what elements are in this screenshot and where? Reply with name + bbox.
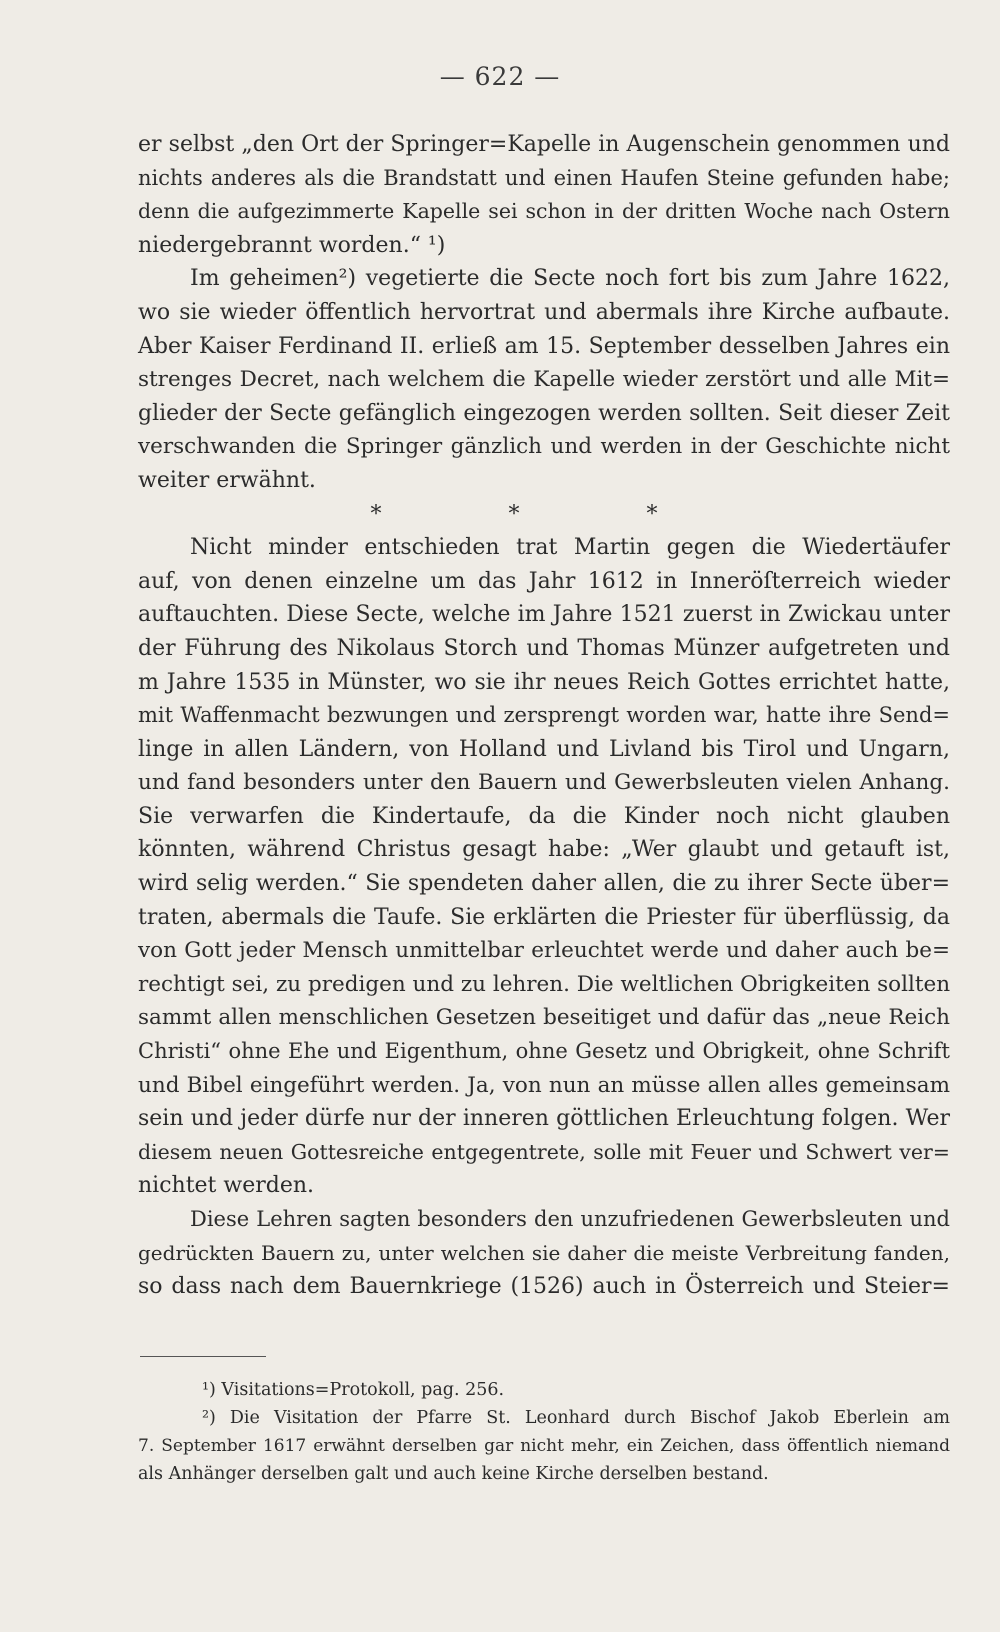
- footnote-line: 7. September 1617 erwähnt derselben gar nicht mehr, ein Zeichen, dass öffentlich niemand: [138, 1436, 950, 1456]
- text-line: traten, abermals die Taufe. Sie erklärten die Priester für überflüssig, da: [138, 904, 950, 930]
- text-line: Sie verwarfen die Kindertaufe, da die Kinder noch nicht glauben: [138, 803, 950, 829]
- text-line: und fand besonders unter den Bauern und Gewerbsleuten vielen Anhang.: [138, 770, 950, 796]
- text-line: Christi“ ohne Ehe und Eigenthum, ohne Gesetz und Obrigkeit, ohne Schrift: [138, 1039, 950, 1064]
- footnotes: [138, 1376, 950, 1488]
- text-line: auf, von denen einzelne um das Jahr 1612 in Inneröſterreich wieder: [138, 568, 950, 594]
- text-line: m Jahre 1535 in Münster, wo sie ihr neues Reich Gottes errichtet hatte,: [138, 669, 950, 695]
- text-line: strenges Decret, nach welchem die Kapelle wieder zerstört und alle Mit=: [138, 367, 950, 393]
- text-line: Aber Kaiser Ferdinand II. erließ am 15. September desselben Jahres ein: [138, 333, 950, 359]
- text-line: gedrückten Bauern zu, unter welchen sie daher die meiste Verbreitung fanden,: [138, 1240, 950, 1265]
- text-line: und Bibel eingeführt werden. Ja, von nun an müsse allen alles gemeinsam: [138, 1072, 950, 1098]
- text-line: könnten, während Christus gesagt habe: „Wer glaubt und getauft ist,: [138, 837, 950, 863]
- text-line: diesem neuen Gottesreiche entgegentrete, solle mit Feuer und Schwert ver=: [138, 1139, 950, 1164]
- text-line: sein und jeder dürfe nur der inneren göttlichen Erleuchtung folgen. Wer: [138, 1106, 950, 1132]
- text-line: nichtet werden.: [138, 1173, 315, 1199]
- text-line: Nicht minder entschieden trat Martin gegen die Wiedertäufer: [190, 535, 950, 561]
- text-line: denn die aufgezimmerte Kapelle sei schon in der dritten Woche nach Ostern: [138, 199, 950, 224]
- footnote-line: ¹) Visitations=Protokoll, pag. 256.: [202, 1380, 505, 1400]
- text-line: Im geheimen²) vegetierte die Secte noch fort bis zum Jahre 1622,: [190, 266, 950, 292]
- text-line: verschwanden die Springer gänzlich und werden in der Geschichte nicht: [138, 434, 950, 460]
- text-line: er selbst „den Ort der Springer=Kapelle in Augenschein genommen und: [138, 132, 950, 157]
- text-line: glieder der Secte gefänglich eingezogen werden sollten. Seit dieser Zeit: [138, 400, 950, 426]
- text-line: niedergebrannt worden.“ ¹): [138, 232, 446, 258]
- text-line: weiter erwähnt.: [138, 467, 316, 493]
- text-line: der Führung des Nikolaus Storch und Thomas Münzer aufgetreten und: [138, 635, 950, 661]
- section-divider-asterisks: * * *: [370, 501, 718, 527]
- footnote-divider: [140, 1356, 266, 1357]
- body-text: [138, 128, 950, 1304]
- text-line: mit Waffenmacht bezwungen und zersprengt worden war, hatte ihre Send=: [138, 703, 950, 728]
- text-line: wird selig werden.“ Sie spendeten daher allen, die zu ihrer Secte über=: [138, 871, 950, 897]
- text-line: wo sie wieder öffentlich hervortrat und abermals ihre Kirche aufbaute.: [138, 299, 950, 325]
- text-line: von Gott jeder Mensch unmittelbar erleuchtet werde und daher auch be=: [138, 938, 950, 964]
- text-line: auftauchten. Diese Secte, welche im Jahre 1521 zuerst in Zwickau unter: [138, 602, 950, 628]
- page-number: — 622 —: [439, 62, 561, 91]
- text-line: sammt allen menschlichen Gesetzen beseitiget und dafür das „neue Reich: [138, 1005, 950, 1031]
- text-line: linge in allen Ländern, von Holland und Livland bis Tirol und Ungarn,: [138, 736, 950, 762]
- text-line: rechtigt sei, zu predigen und zu lehren. Die weltlichen Obrigkeiten sollten: [138, 971, 951, 997]
- text-line: Diese Lehren sagten besonders den unzufriedenen Gewerbsleuten und: [190, 1207, 950, 1231]
- footnote-line: ²) Die Visitation der Pfarre St. Leonhard durch Bischof Jakob Eberlein am: [202, 1408, 950, 1428]
- text-line: nichts anderes als die Brandstatt und einen Haufen Steine gefunden habe;: [138, 165, 950, 190]
- footnote-line: als Anhänger derselben galt und auch keine Kirche derselben bestand.: [138, 1464, 769, 1484]
- text-line: so dass nach dem Bauernkriege (1526) auch in Österreich und Steier=: [138, 1274, 950, 1300]
